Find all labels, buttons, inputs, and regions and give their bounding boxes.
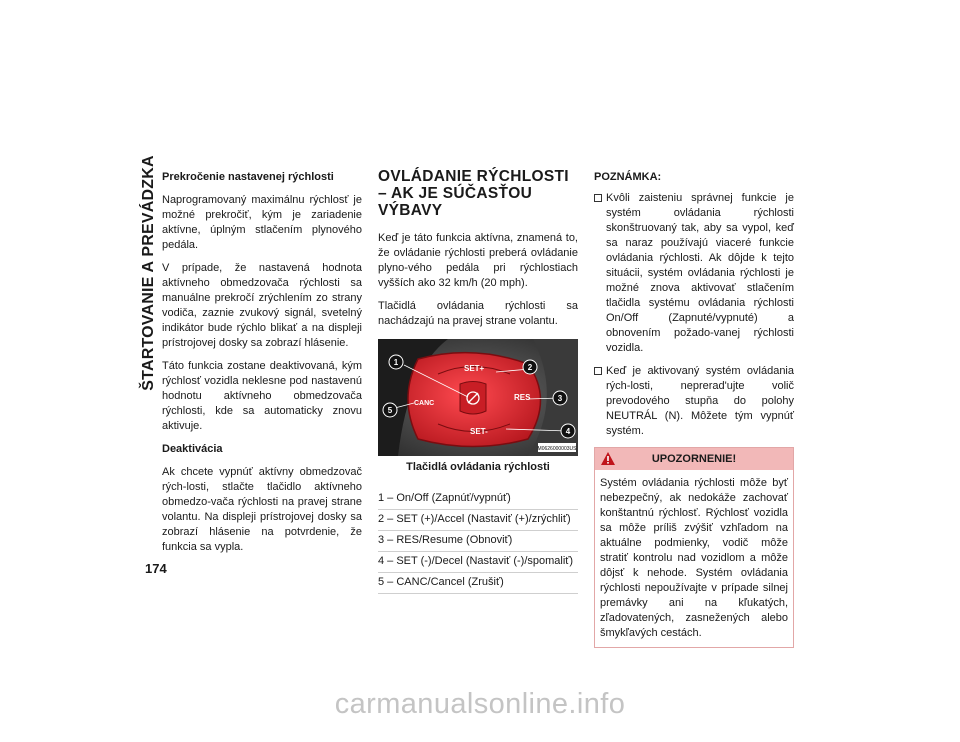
paragraph: Táto funkcia zostane deaktivovaná, kým rýchlosť vozidla neklesne pod nastavenú hodnotu aktívneho obmedzovača rýchlosti, kde sa automaticky znovu aktivuje. xyxy=(162,360,362,432)
warning-text: Systém ovládania rýchlosti môže byť nebezpečný, ak nedokáže zachovať konštantnú rýchlosť. Rýchlosť vozidla sa môže príliš zvýšiť vzhľadom na aktuálne podmienky, vodič môže stratiť kontrolu nad vozidlom a môže dôjsť k nehode. Systém ovládania rýchlosti nepoužívajte v prípade silnej premávky ani na kľukatých, zľadovatených, zasnežených alebo šmykľavých cestách. xyxy=(600,477,788,639)
chapter-side-title xyxy=(139,148,159,398)
page-number: 174 xyxy=(145,561,167,576)
legend-item: 5 – CANC/Cancel (Zrušiť) xyxy=(378,573,578,594)
legend-item: 4 – SET (-)/Decel (Nastaviť (-)/spomaliť) xyxy=(378,552,578,573)
checkbox-bullet-icon xyxy=(594,367,602,375)
warning-header xyxy=(595,448,793,470)
button-legend xyxy=(378,489,578,594)
svg-text:4: 4 xyxy=(565,427,571,436)
paragraph: Ak chcete vypnúť aktívny obmedzovač rých-losti, stlačte tlačidlo aktívneho obmedzo-vača rýchlosti na pravej strane volantu. Na displeji prístrojovej dosky sa zobrazí hlásenie na potvrdenie, že funkcia sa vypla. xyxy=(162,466,362,553)
paragraph: Tlačidlá ovládania rýchlosti sa nachádzajú na pravej strane volantu. xyxy=(378,300,578,327)
note-bullet-text: Keď je aktivovaný systém ovládania rých-losti, neprerad'ujte volič prevodového stupňa do polohy NEUTRÁL (N). Môžete tým vypnúť systém. xyxy=(606,365,794,437)
note-bullet-text: Kvôli zaisteniu správnej funkcie je systém ovládania rýchlosti skonštruovaný tak, aby sa vypol, keď sa naraz používajú viaceré funkcie ovládania rýchlosti. Ak dôjde k tejto situácii, systém ovládania rýchlosti je možné znova aktivovať stlačením tlačidla systému ovládania rýchlosti On/Off (Zapnuté/vypnuté) a obnovením požado-vanej rýchlosti vozidla. xyxy=(606,192,794,354)
column-middle xyxy=(378,168,578,594)
callout-5 xyxy=(383,403,397,417)
column-left xyxy=(162,170,362,563)
section-title: OVLÁDANIE RÝCHLOSTI – AK JE SÚČASŤOU VÝBAVY xyxy=(378,168,569,219)
svg-text:1: 1 xyxy=(393,358,399,367)
callout-3 xyxy=(553,391,567,405)
svg-text:2: 2 xyxy=(527,363,533,372)
warning-title: UPOZORNENIE! xyxy=(651,453,737,465)
figure-code: M0626000003US xyxy=(537,446,577,452)
note-bullet xyxy=(594,191,794,356)
paragraph: Keď je táto funkcia aktívna, znamená to, že ovládanie rýchlosti preberá ovládanie plyno-vého pedála pri rýchlostiach vyšších ako 32 km/h (20 mph). xyxy=(378,232,578,289)
callout-4 xyxy=(561,424,575,438)
warning-box xyxy=(594,447,794,648)
warning-triangle-icon xyxy=(600,451,616,474)
steering-wheel-buttons-illustration xyxy=(378,339,578,456)
speed-control-buttons-figure xyxy=(378,339,578,456)
subheading-speed-exceeded: Prekročenie nastavenej rýchlosti xyxy=(162,171,334,183)
column-right xyxy=(594,170,794,648)
res-label: RES xyxy=(514,393,531,402)
paragraph: Naprogramovaný maximálnu rýchlosť je možné prekročiť, kým je zariadenie aktívne, úplným stlačením plynového pedála. xyxy=(162,194,362,251)
callout-1 xyxy=(389,355,403,369)
svg-text:5: 5 xyxy=(387,406,393,415)
set-minus-label: SET- xyxy=(470,427,488,436)
svg-text:3: 3 xyxy=(557,394,563,403)
subheading-deactivation: Deaktivácia xyxy=(162,443,223,455)
note-title: POZNÁMKA: xyxy=(594,171,662,183)
figure-caption: Tlačidlá ovládania rýchlosti xyxy=(406,461,550,473)
legend-item: 3 – RES/Resume (Obnoviť) xyxy=(378,531,578,552)
callout-2 xyxy=(523,360,537,374)
legend-item: 1 – On/Off (Zapnúť/vypnúť) xyxy=(378,489,578,510)
note-bullet xyxy=(594,364,794,439)
canc-label: CANC xyxy=(414,400,435,407)
checkbox-bullet-icon xyxy=(594,194,602,202)
chapter-side-title-text: ŠTARTOVANIE A PREVÁDZKA xyxy=(140,155,157,391)
paragraph: V prípade, že nastavená hodnota aktívneho obmedzovača rýchlosti sa manuálne prekročí zrýchlením zo strany vodiča, zaznie zvukový signál, svetelný indikátor bude rýchlo blikať a na displeji prístrojovej dosky sa zobrazí hlásenie. xyxy=(162,262,362,349)
legend-item: 2 – SET (+)/Accel (Nastaviť (+)/zrýchliť) xyxy=(378,510,578,531)
watermark: carmanualsonline.info xyxy=(334,688,626,720)
set-plus-label: SET+ xyxy=(464,364,485,373)
